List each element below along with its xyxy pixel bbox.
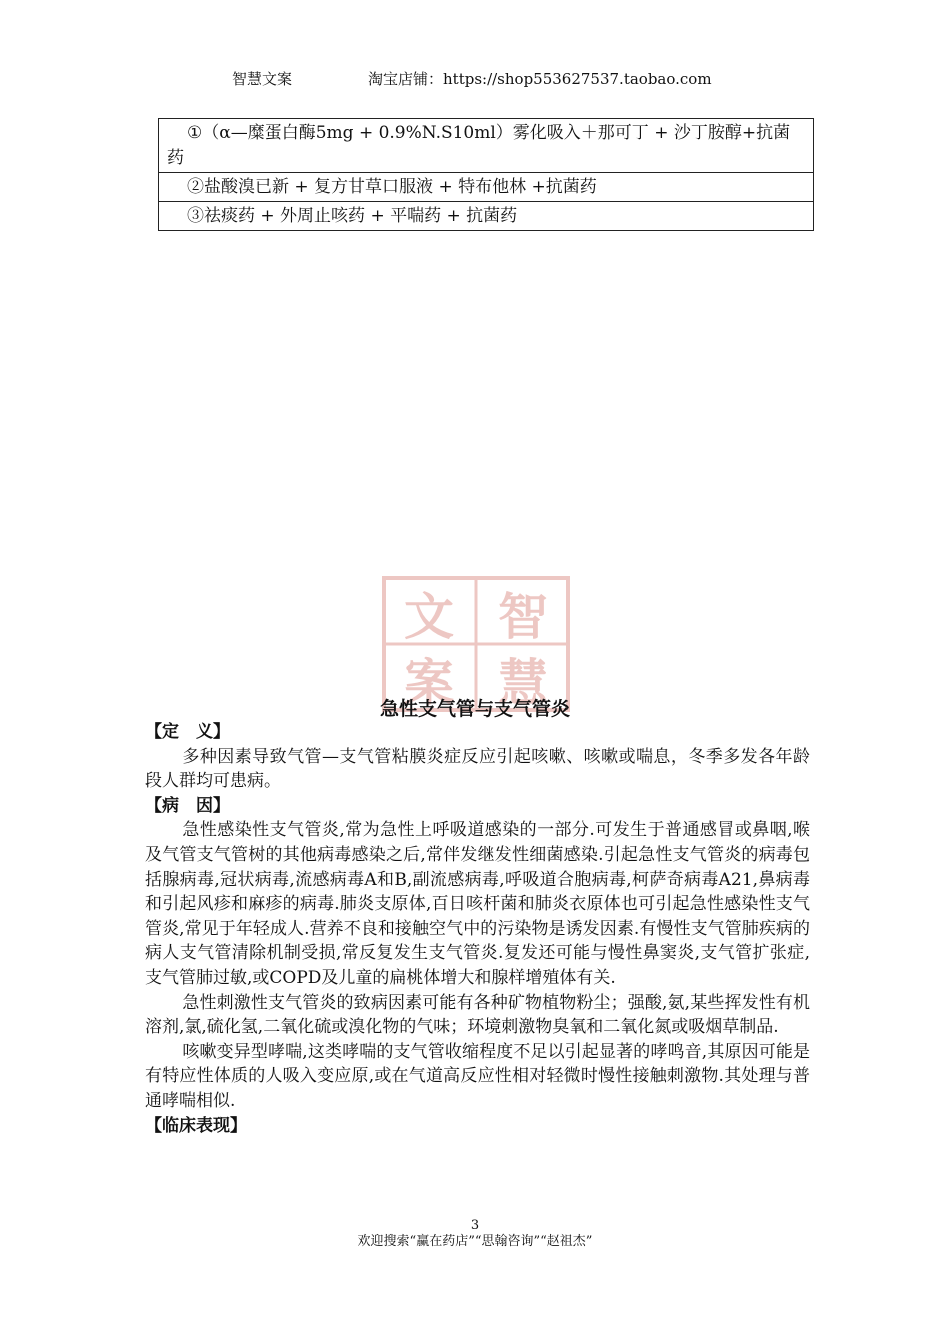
table-cell: ①（α—糜蛋白酶5mg + 0.9%N.S10ml）雾化吸入＋那可丁 + 沙丁胺醇+抗菌药 — [159, 119, 814, 173]
svg-text:智: 智 — [498, 588, 548, 646]
prescription-table — [158, 118, 814, 231]
section-heading-definition: 【定 义】 — [145, 722, 230, 742]
cause-paragraph: 急性刺激性支气管炎的致病因素可能有各种矿物植物粉尘；强酸,氨,某些挥发性有机溶剂,氯,硫化氢,二氧化硫或溴化物的气味；环境刺激物臭氧和二氧化氮或吸烟草制品. — [145, 992, 810, 1038]
table-cell: ②盐酸溴已新 + 复方甘草口服液 + 特布他林 +抗菌药 — [159, 173, 814, 202]
table-row — [159, 119, 814, 173]
table-row — [159, 173, 814, 202]
shop-link[interactable]: 淘宝店铺：https://shop553627537.taobao.com — [368, 70, 712, 88]
document-body — [145, 720, 810, 1138]
svg-text:案: 案 — [404, 654, 454, 712]
footer-note: 欢迎搜索“赢在药店”“思翰咨询”“赵祖杰” — [357, 1234, 593, 1249]
svg-text:慧: 慧 — [498, 654, 548, 712]
section-heading-cause: 【病 因】 — [145, 795, 230, 816]
table-cell: ③祛痰药 + 外周止咳药 + 平喘药 + 抗菌药 — [159, 202, 814, 231]
cause-paragraph: 咳嗽变异型哮喘,这类哮喘的支气管收缩程度不足以引起显著的哮鸣音,其原因可能是有特应性体质的人吸入变应原,或在气道高反应性相对轻微时慢性接触刺激物.其处理与普通哮喘相似. — [145, 1041, 810, 1111]
table-row — [159, 202, 814, 231]
cause-paragraph: 急性感染性支气管炎,常为急性上呼吸道感染的一部分.可发生于普通感冒或鼻咽,喉及气管支气管树的其他病毒感染之后,常伴发继发性细菌感染.引起急性支气管炎的病毒包括腺病毒,冠状病毒,流感病毒A和B,副流感病毒,呼吸道合胞病毒,柯萨奇病毒A21,鼻病毒和引起风疹和麻疹的病毒.肺炎支原体,百日咳杆菌和肺炎衣原体也可引起急性感染性支气管炎,常见于年轻成人.营养不良和接触空气中的污染物是诱发因素.有慢性支气管肺疾病的病人支气管清除机制受损,常反复发生支气管炎.复发还可能与慢性鼻窦炎,支气管扩张症,支气管肺过敏,或COPD及儿童的扁桃体增大和腺样增殖体有关. — [145, 820, 810, 988]
definition-paragraph: 多种因素导致气管—支气管粘膜炎症反应引起咳嗽、咳嗽或喘息，冬季多发各年龄段人群均可患病。 — [145, 746, 810, 792]
brand-name: 智慧文案 — [232, 70, 293, 88]
page-title: 急性支气管与支气管炎 — [379, 698, 570, 720]
watermark-seal — [382, 576, 570, 712]
svg-text:文: 文 — [404, 588, 454, 646]
page-number: 3 — [470, 1218, 480, 1233]
page-footer — [0, 1218, 950, 1250]
section-heading-clinical: 【临床表现】 — [145, 1115, 247, 1136]
